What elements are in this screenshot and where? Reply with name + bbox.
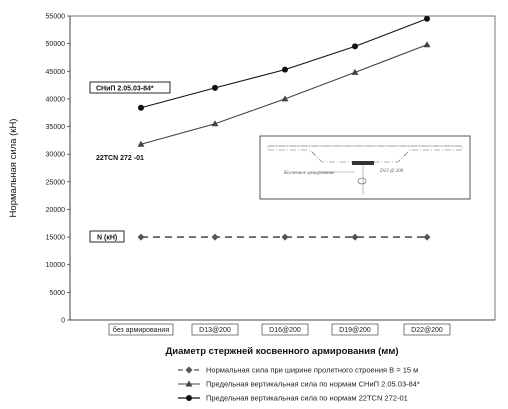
y-tick-label: 25000 [45,179,65,187]
annotation-snip [90,82,170,93]
series-2-point-1 [212,85,218,91]
y-tick-label: 15000 [45,234,65,242]
x-tick-label: без армирования [112,327,170,334]
annotation-tcn-text: 22TCN 272 -01 [96,155,144,162]
x-tick-label: D13@200 [199,327,231,334]
annotation-n-text: N (кН) [97,234,118,242]
y-tick-label: 50000 [45,41,65,49]
y-tick-label: 20000 [45,206,65,214]
legend-item-tcn [178,394,408,403]
series-2-point-4 [424,16,430,22]
series-2-point-0 [138,105,144,111]
y-tick-label: 40000 [45,96,65,104]
y-tick-label: 35000 [45,124,65,132]
y-ticks [46,14,70,325]
y-tick-label: 45000 [45,68,65,76]
legend-label-snip: Предельная вертикальная сила по нормам СНиП 2.05.03-84* [206,379,420,389]
x-tick-label: D16@200 [269,327,301,334]
x-axis-title: Диаметр стержней косвенного армирования (мм) [165,346,399,357]
y-tick-label: 30000 [45,151,65,159]
legend-label-tcn: Предельная вертикальная сила по нормам 22TCN 272-01 [206,393,408,403]
legend-item-n [178,366,418,375]
inset-frame [260,136,470,199]
x-ticks [109,324,450,335]
inset-label-right: D13 @ 200 [380,169,404,174]
legend [178,366,420,403]
y-axis-title: Нормальная сила (кН) [8,118,19,218]
y-tick-label: 0 [61,317,65,325]
series-2-point-3 [352,43,358,49]
y-tick-label: 55000 [45,13,65,21]
inset-label-left: Косвенное армирование [284,171,335,176]
legend-diamond-icon [186,367,193,374]
annotation-tcn [96,155,144,162]
inset-bearing [352,161,374,165]
legend-item-snip [178,380,420,389]
x-tick-label: D19@200 [339,327,371,334]
y-tick-label: 10000 [45,262,65,270]
annotation-snip-text: СНиП 2.05.03-84* [96,85,154,93]
annotation-n [90,231,124,242]
y-tick-label: 5000 [49,289,65,297]
x-tick-label: D22@200 [411,327,443,334]
legend-label-n: Нормальная сила при ширине пролетного строения B = 15 м [206,365,419,375]
legend-circle-icon [186,395,192,401]
series-2-point-2 [282,67,288,73]
inset-figure [260,136,470,199]
